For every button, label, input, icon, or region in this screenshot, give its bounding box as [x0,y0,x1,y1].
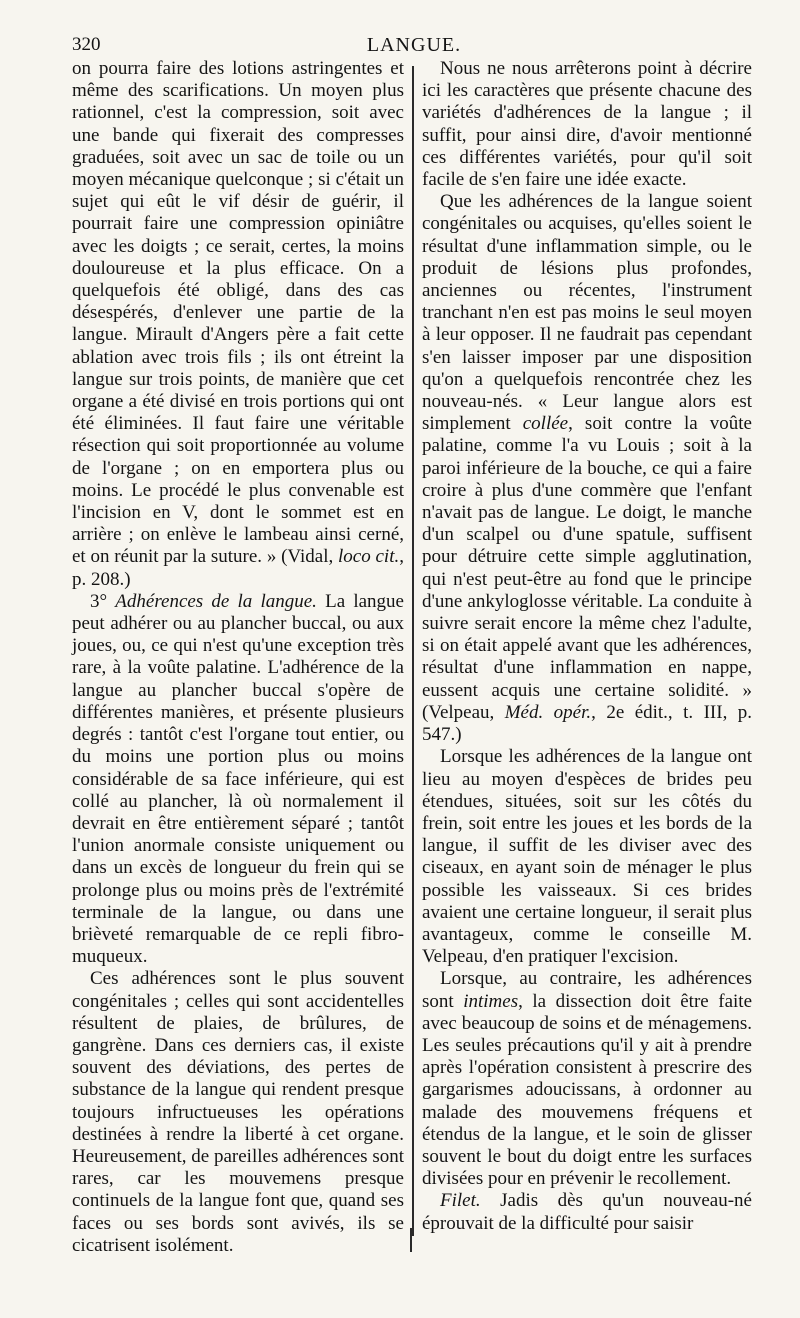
section-title: Filet. [440,1190,481,1212]
page-number: 320 [72,34,101,55]
section-title: Adhérences de la langue. [115,590,317,612]
paragraph: Nous ne nous arrêterons point à décrire ici les caractères que présente chacune des variétés d'adhérences de la langue ; il suffit, pour ainsi dire, d'avoir mentionné ces différentes variétés, pour qu'il soit facile de s'en faire une idée exacte. [422,58,752,191]
running-title: LANGUE. [366,34,462,56]
paragraph: on pourra faire des lotions astringentes et même des scarifications. Un moyen plus rationnel, c'est la compression, soit avec une bande qui fixerait des compresses graduées, soit avec un sac de toile ou un moyen mécanique quelconque ; si c'était un sujet qui eût le vif désir de guérir, il pourrait faire une compression opiniâtre avec les doigts ; ce serait, certes, la moins douloureuse et la plus efficace. On a quelquefois été obligé, dans des cas désespérés, d'enlever une partie de la langue. Mirault d'Angers père a fait cette ablation avec trois fils ; ils ont étreint la langue sur trois points, de manière que cet organe a été divisé en trois portions qui ont été éliminées. Il faut faire une véritable résection qui soit proportionnée au volume de l'organe ; on en emportera plus ou moins. Le procédé le plus convenable est l'incision en V, dont le sommet est en arrière ; on enlève le lambeau ainsi cerné, et on réunit par la suture. » (Vidal, loco cit., p. 208.) [72,58,404,590]
paragraph: Que les adhérences de la langue soient congénitales ou acquises, qu'elles soient le résultat d'une inflammation simple, ou le produit de lésions plus profondes, anciennes ou récentes, l'instrument tranchant n'en est pas moins le seul moyen à leur opposer. Il ne faudrait pas cependant s'en laisser imposer par une disposition qu'on a quelquefois rencontrée chez les nouveau-nés. « Leur langue alors est simplement collée, soit contre la voûte palatine, comme l'a vu Louis ; soit à la paroi inférieure de la bouche, ce qui a faire croire à plus d'une commère que l'enfant n'avait pas de langue. Le doigt, le manche d'un scalpel ou d'une spatule, suffisent pour détruire cette simple agglutination, qui n'est peut-être au fond que le principe d'une ankyloglosse véritable. La conduite à suivre serait encore la même chez l'adulte, si on était appelé avant que les adhérences, résultat d'une inflammation en nappe, eussent acquis une certaine solidité. » (Velpeau, Méd. opér., 2e édit., t. III, p. 547.) [422,191,753,746]
paragraph: 3° Adhérences de la langue. La langue peut adhérer ou au plancher buccal, ou aux joues, ou, ce qui n'est qu'une exception très rare, à la voûte palatine. L'adhérence de la langue au plancher buccal s'opère de différentes manières, et présente plusieurs degrés : tantôt c'est l'organe tout entier, ou du moins une portion plus ou moins considérable de sa face inférieure, qui est collé au plancher, là où normalement il devrait en être entièrement séparé ; tantôt l'union anormale consiste uniquement ou dans un excès de longueur du frein qui se prolonge plus ou moins près de l'extrémité terminale de la langue, ou dans une brièveté remarquable de ce repli fibro-muqueux. [72,590,404,968]
left-column [72,58,404,1257]
column-rule-bottom [410,1228,412,1252]
paragraph: Lorsque, au contraire, les adhérences sont intimes, la dissection doit être faite avec beaucoup de soins et de ménagemens. Les seules précautions qu'il y ait à prendre après l'opération consistent à prescrire des gargarismes adoucissans, à ordonner au malade des mouvemens fréquens et étendus de la langue, et le soin de glisser souvent le bout du doigt entre les surfaces divisées pour en prévenir le recollement. [422,968,752,1190]
page-header [72,34,756,58]
paragraph: Filet. Jadis dès qu'un nouveau-né éprouvait de la difficulté pour saisir [422,1190,752,1234]
paragraph: Ces adhérences sont le plus souvent congénitales ; celles qui sont accidentelles résultent de plaies, de brûlures, de gangrène. Dans ces derniers cas, il existe souvent des déviations, des pertes de substance de la langue qui rendent presque toujours infructueuses les opérations destinées à rendre la liberté à cet organe. Heureusement, de pareilles adhérences sont rares, car les mouvemens presque continuels de la langue font que, quand ses faces ou ses bords sont avivés, ils se cicatrisent isolément. [72,968,404,1256]
paragraph: Lorsque les adhérences de la langue ont lieu au moyen d'espèces de brides peu étendues, situées, soit sur les côtés du frein, soit entre les joues et les bords de la langue, il suffit de les diviser avec des ciseaux, en ayant soin de ménager le plus possible les vaisseaux. Si ces brides avaient une certaine longueur, il serait plus avantageux, comme le conseille M. Velpeau, d'en pratiquer l'excision. [422,746,752,968]
column-rule [412,66,414,1236]
right-column [422,58,752,1235]
